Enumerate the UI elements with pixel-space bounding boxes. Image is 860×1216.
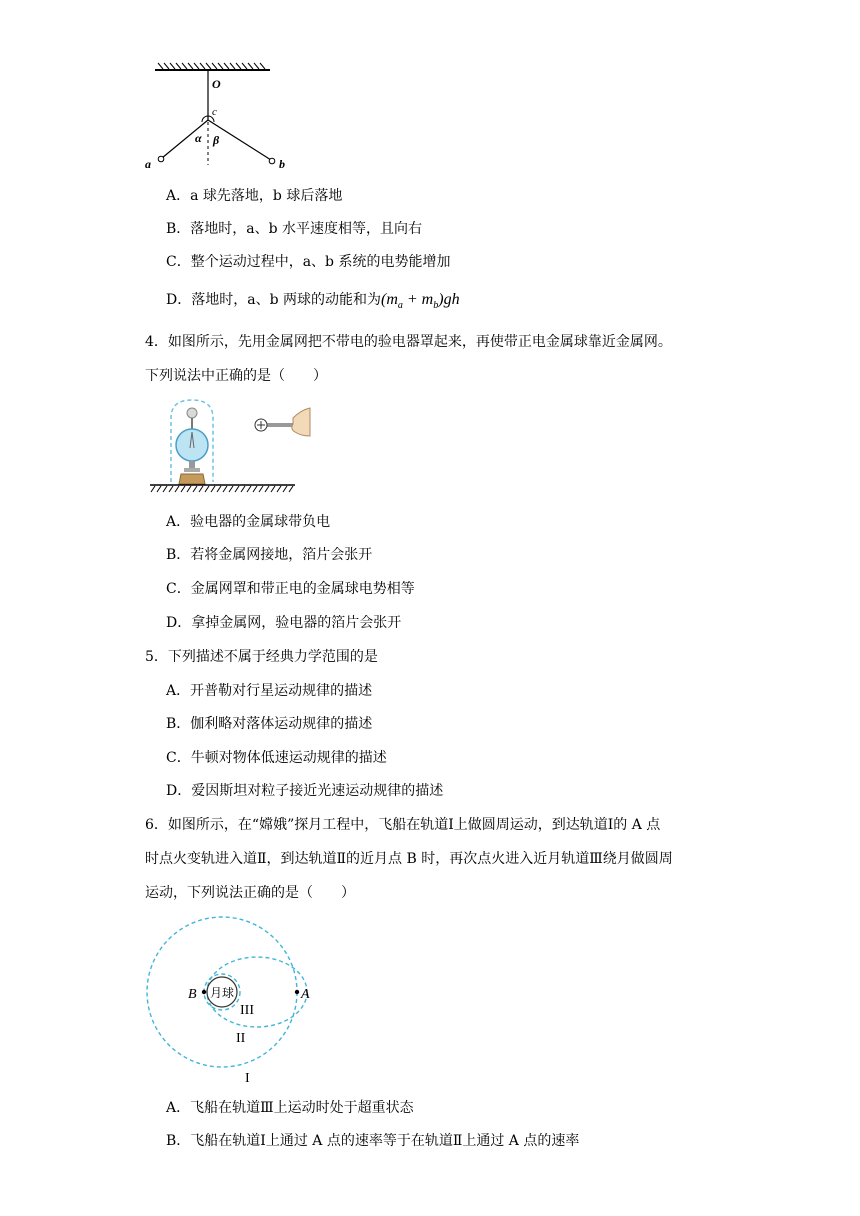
q6-stem-line3: 运动，下列说法正确的是（ ） [145, 885, 355, 901]
figure-lunar-orbits [140, 910, 310, 1090]
label-b: b [279, 157, 285, 171]
orbit-3-label: III [240, 1003, 254, 1018]
q5-stem: 5．下列描述不属于经典力学范围的是 [145, 649, 378, 665]
label-o: O [212, 77, 221, 91]
q5-option-c: C．牛顿对物体低速运动规律的描述 [166, 750, 387, 766]
label-c: c [212, 106, 217, 118]
q4-option-d: D．拿掉金属网，验电器的箔片会张开 [166, 615, 402, 631]
q5-option-d: D．爱因斯坦对粒子接近光速运动规律的描述 [166, 783, 444, 799]
q3-option-d-formula: $(m_a + m_b)gh$ [380, 291, 460, 312]
q5-option-a: A．开普勒对行星运动规律的描述 [166, 683, 373, 699]
q6-option-b: B．飞船在轨道Ⅰ上通过 A 点的速率等于在轨道Ⅱ上通过 A 点的速率 [166, 1133, 580, 1149]
figure-pendulum [140, 60, 285, 175]
q4-option-a: A．验电器的金属球带负电 [166, 514, 331, 530]
moon-label: 月球 [210, 986, 235, 1000]
q3-option-d-text: D．落地时，a、b 两球的动能和为 [166, 292, 381, 308]
label-beta: β [213, 133, 220, 147]
orbit-2-label: II [236, 1031, 246, 1046]
q4-option-b: B．若将金属网接地，箔片会张开 [166, 547, 373, 563]
q3-option-b: B．落地时，a、b 水平速度相等，且向右 [166, 221, 423, 237]
label-a: a [145, 157, 151, 171]
q6-option-a: A．飞船在轨道Ⅲ上运动时处于超重状态 [166, 1100, 414, 1116]
point-a-label: A [301, 987, 310, 1002]
q4-option-c: C．金属网罩和带正电的金属球电势相等 [166, 581, 415, 597]
label-alpha: α [195, 131, 202, 145]
q4-stem-line1: 4．如图所示，先用金属网把不带电的验电器罩起来，再使带正电金属球靠近金属网。 [145, 334, 672, 350]
q4-stem-line2: 下列说法中正确的是（ ） [145, 368, 327, 384]
orbit-1-label: I [245, 1071, 250, 1086]
q3-option-c: C．整个运动过程中，a、b 系统的电势能增加 [166, 254, 451, 270]
q3-option-a: A．a 球先落地，b 球后落地 [166, 188, 343, 204]
point-b-label: B [188, 987, 197, 1002]
q6-stem-line1: 6．如图所示，在“嫦娥”探月工程中，飞船在轨道Ⅰ上做圆周运动，到达轨道Ⅰ的 A 点 [145, 817, 661, 833]
q6-stem-line2: 时点火变轨进入道Ⅱ，到达轨道Ⅱ的近月点 B 时，再次点火进入近月轨道Ⅲ绕月做圆周 [145, 851, 673, 867]
q5-option-b: B．伽利略对落体运动规律的描述 [166, 716, 373, 732]
figure-electroscope [145, 396, 300, 498]
q3-option-d [166, 290, 460, 316]
